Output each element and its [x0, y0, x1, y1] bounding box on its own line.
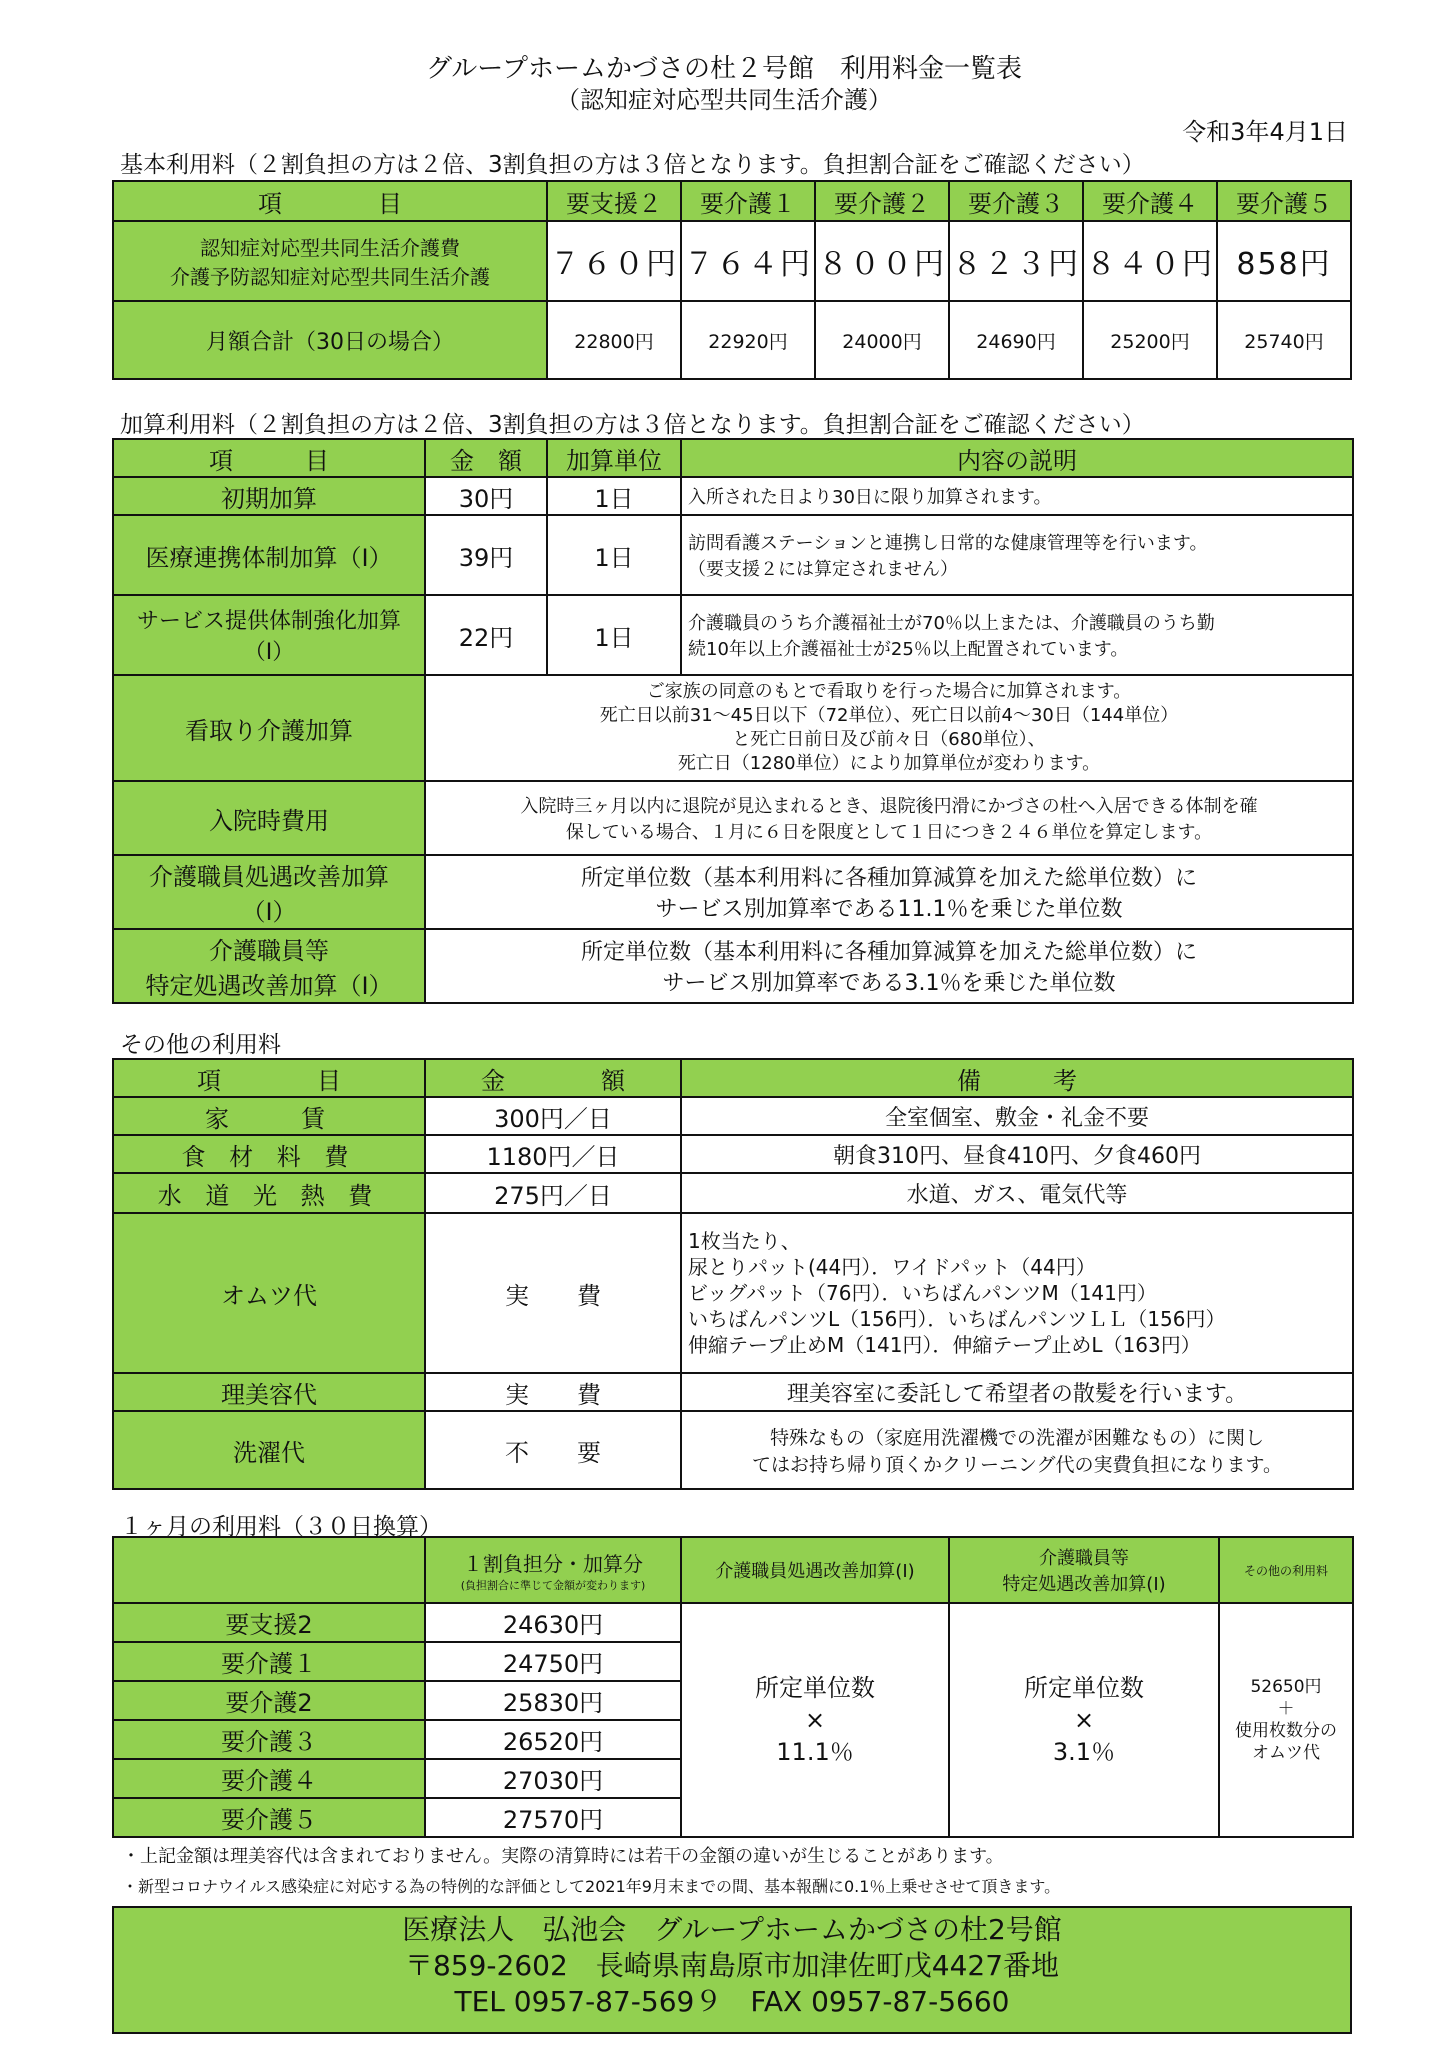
other-note-header: 備 考 [681, 1059, 1353, 1097]
daily-fee-value: ８００円 [815, 221, 949, 301]
document-date: 令和3年4月1日 [1182, 118, 1348, 146]
monthly-level: 要介護４ [113, 1759, 425, 1798]
monthly-level: 要介護３ [113, 1720, 425, 1759]
monthly-total-value: 25740円 [1217, 301, 1351, 379]
monthly-header-row [113, 1537, 1353, 1603]
note-line: ・上記金額は理美容代は含まれておりません。実際の清算時には若干の金額の違いが生じることがあります。 [122, 1846, 1004, 1867]
addon-name: サービス提供体制強化加算 （Ⅰ） [113, 595, 425, 675]
basic-fee-caption: 基本利用料（２割負担の方は２倍、3割負担の方は３倍となります。負担割合証をご確認ください） [120, 152, 1145, 178]
addon-row-shogu [113, 855, 1353, 929]
addon-unit: 1日 [547, 595, 681, 675]
daily-fee-value: ８４０円 [1083, 221, 1217, 301]
basic-fee-header-row [113, 181, 1351, 221]
other-name: 水 道 光 熱 費 [113, 1173, 425, 1213]
monthly-total-value: 24690円 [949, 301, 1083, 379]
other-note: 水道、ガス、電気代等 [681, 1173, 1353, 1213]
monthly-shogu-cell: 所定単位数 × 11.1％ [681, 1603, 949, 1837]
addon-amount: 30円 [425, 477, 547, 515]
other-note: 1枚当たり、 尿とりパット(44円）．ワイドパット（44円） ビッグパット（76円）．いちばんパンツM（141円） いちばんパンツL（156円）．いちばんパンツＬＬ（156円） 伸縮テープ止めM（141円）．伸縮テープ止めL（163円） [681, 1213, 1353, 1373]
level-header: 要介護３ [949, 181, 1083, 221]
other-name: 食 材 料 費 [113, 1135, 425, 1173]
monthly-shogu-header: 介護職員処遇改善加算(Ⅰ) [681, 1537, 949, 1603]
addon-desc: 訪問看護ステーションと連携し日常的な健康管理等を行います。 （要支援２には算定されません） [681, 515, 1353, 595]
other-row-barber [113, 1373, 1353, 1411]
other-row-utility [113, 1173, 1353, 1213]
other-note: 朝食310円、昼食410円、夕食460円 [681, 1135, 1353, 1173]
footer-address: 〒859-2602 長崎県南島原市加津佐町戊4427番地 [404, 1949, 1060, 1982]
other-row-laundry [113, 1411, 1353, 1489]
other-note: 理美容室に委託して希望者の散髪を行います。 [681, 1373, 1353, 1411]
document-title: グループホームかづさの杜２号館 利用料金一覧表 [426, 54, 1022, 84]
monthly-total-value: 22920円 [681, 301, 815, 379]
other-name: 理美容代 [113, 1373, 425, 1411]
monthly-level: 要介護１ [113, 1642, 425, 1681]
note-line: ・新型コロナウイルス感染症に対応する為の特例的な評価として2021年9月末までの間、基本報酬に0.1％上乗せさせて頂きます。 [122, 1877, 1061, 1896]
addon-row-service [113, 595, 1353, 675]
basic-fee-table [112, 180, 1352, 380]
monthly-total-value: 25200円 [1083, 301, 1217, 379]
other-fee-table [112, 1058, 1354, 1490]
level-header: 要介護１ [681, 181, 815, 221]
daily-fee-value: ８２３円 [949, 221, 1083, 301]
daily-fee-label: 認知症対応型共同生活介護費 介護予防認知症対応型共同生活介護 [113, 221, 547, 301]
other-amount-header: 金 額 [425, 1059, 681, 1097]
addon-item-header: 項 目 [113, 439, 425, 477]
addon-desc: 入院時三ヶ月以内に退院が見込まれるとき、退院後円滑にかづさの杜へ入居できる体制を確 保している場合、１月に６日を限度として１日につき２４６単位を算定します。 [425, 781, 1353, 855]
daily-fee-value: 858円 [1217, 221, 1351, 301]
other-name: 家 賃 [113, 1097, 425, 1135]
other-row-food [113, 1135, 1353, 1173]
other-note: 特殊なもの（家庭用洗濯機での洗濯が困難なもの）に関し てはお持ち帰り頂くかクリーニング代の実費負担になります。 [681, 1411, 1353, 1489]
footer-phone: TEL 0957-87-569９ FAX 0957-87-5660 [454, 1985, 1010, 2018]
monthly-other-header: その他の利用料 [1219, 1537, 1353, 1603]
monthly-fee-table [112, 1536, 1354, 1838]
other-amount: 実 費 [425, 1373, 681, 1411]
footer-contact-box [112, 1906, 1352, 2034]
other-amount: 1180円／日 [425, 1135, 681, 1173]
addon-unit: 1日 [547, 477, 681, 515]
other-amount: 不 要 [425, 1411, 681, 1489]
monthly-total-value: 22800円 [547, 301, 681, 379]
monthly-level: 要支援2 [113, 1603, 425, 1642]
monthly-level: 要介護５ [113, 1798, 425, 1837]
addon-name: 介護職員処遇改善加算 （Ⅰ） [113, 855, 425, 929]
other-name: オムツ代 [113, 1213, 425, 1373]
addon-desc: 介護職員のうち介護福祉士が70％以上または、介護職員のうち勤 続10年以上介護福祉士が25％以上配置されています。 [681, 595, 1353, 675]
level-header: 要支援２ [547, 181, 681, 221]
addon-fee-table [112, 438, 1354, 1004]
daily-fee-value: ７６４円 [681, 221, 815, 301]
monthly-row [113, 1603, 1353, 1642]
addon-row-tokutei [113, 929, 1353, 1003]
other-row-diaper [113, 1213, 1353, 1373]
document-subtitle: （認知症対応型共同生活介護） [556, 86, 892, 114]
other-header-row [113, 1059, 1353, 1097]
addon-name: 入院時費用 [113, 781, 425, 855]
other-amount: 300円／日 [425, 1097, 681, 1135]
monthly-fee-caption: １ヶ月の利用料（３０日換算） [120, 1514, 442, 1540]
addon-row-hospital [113, 781, 1353, 855]
addon-amount: 22円 [425, 595, 547, 675]
addon-row-initial [113, 477, 1353, 515]
item-header: 項 目 [113, 181, 547, 221]
level-header: 要介護４ [1083, 181, 1217, 221]
other-fee-caption: その他の利用料 [120, 1032, 281, 1058]
other-row-rent [113, 1097, 1353, 1135]
monthly-tokutei-header: 介護職員等 特定処遇改善加算(Ⅰ) [949, 1537, 1219, 1603]
addon-name: 初期加算 [113, 477, 425, 515]
addon-unit-header: 加算単位 [547, 439, 681, 477]
monthly-other-cell: 52650円 ＋ 使用枚数分の オムツ代 [1219, 1603, 1353, 1837]
monthly-tokutei-cell: 所定単位数 × 3.1％ [949, 1603, 1219, 1837]
monthly-amount: 26520円 [425, 1720, 681, 1759]
monthly-level: 要介護2 [113, 1681, 425, 1720]
addon-fee-caption: 加算利用料（２割負担の方は２倍、3割負担の方は３倍となります。負担割合証をご確認ください） [120, 412, 1145, 438]
monthly-amount: 25830円 [425, 1681, 681, 1720]
addon-row-medical [113, 515, 1353, 595]
addon-desc: 入所された日より30日に限り加算されます。 [681, 477, 1353, 515]
level-header: 要介護５ [1217, 181, 1351, 221]
monthly-amount: 27030円 [425, 1759, 681, 1798]
other-note: 全室個室、敷金・礼金不要 [681, 1097, 1353, 1135]
monthly-empty-header [113, 1537, 425, 1603]
addon-unit: 1日 [547, 515, 681, 595]
other-name: 洗濯代 [113, 1411, 425, 1489]
other-item-header: 項 目 [113, 1059, 425, 1097]
addon-amount-header: 金 額 [425, 439, 547, 477]
level-header: 要介護２ [815, 181, 949, 221]
monthly-amount: 24630円 [425, 1603, 681, 1642]
addon-name: 介護職員等 特定処遇改善加算（Ⅰ） [113, 929, 425, 1003]
basic-fee-daily-row [113, 221, 1351, 301]
monthly-amount: 27570円 [425, 1798, 681, 1837]
monthly-total-label: 月額合計（30日の場合） [113, 301, 547, 379]
other-amount: 実 費 [425, 1213, 681, 1373]
addon-desc: 所定単位数（基本利用料に各種加算減算を加えた総単位数）に サービス別加算率である11.1％を乗じた単位数 [425, 855, 1353, 929]
addon-desc: 所定単位数（基本利用料に各種加算減算を加えた総単位数）に サービス別加算率である3.1％を乗じた単位数 [425, 929, 1353, 1003]
addon-row-mitori [113, 675, 1353, 781]
addon-desc-header: 内容の説明 [681, 439, 1353, 477]
daily-fee-value: ７６０円 [547, 221, 681, 301]
addon-name: 医療連携体制加算（Ⅰ） [113, 515, 425, 595]
addon-name: 看取り介護加算 [113, 675, 425, 781]
monthly-total-value: 24000円 [815, 301, 949, 379]
addon-amount: 39円 [425, 515, 547, 595]
monthly-amount: 24750円 [425, 1642, 681, 1681]
monthly-share-header: １割負担分・加算分 (負担割合に準じて金額が変わります) [425, 1537, 681, 1603]
other-amount: 275円／日 [425, 1173, 681, 1213]
addon-header-row [113, 439, 1353, 477]
basic-fee-monthly-row [113, 301, 1351, 379]
footer-org: 医療法人 弘池会 グループホームかづさの杜2号館 [402, 1913, 1062, 1946]
addon-desc: ご家族の同意のもとで看取りを行った場合に加算されます。 死亡日以前31～45日以下（72単位）、死亡日以前4～30日（144単位） と死亡日前日及び前々日（680単位）、 死亡日（1280単位）により加算単位が変わります。 [425, 675, 1353, 781]
